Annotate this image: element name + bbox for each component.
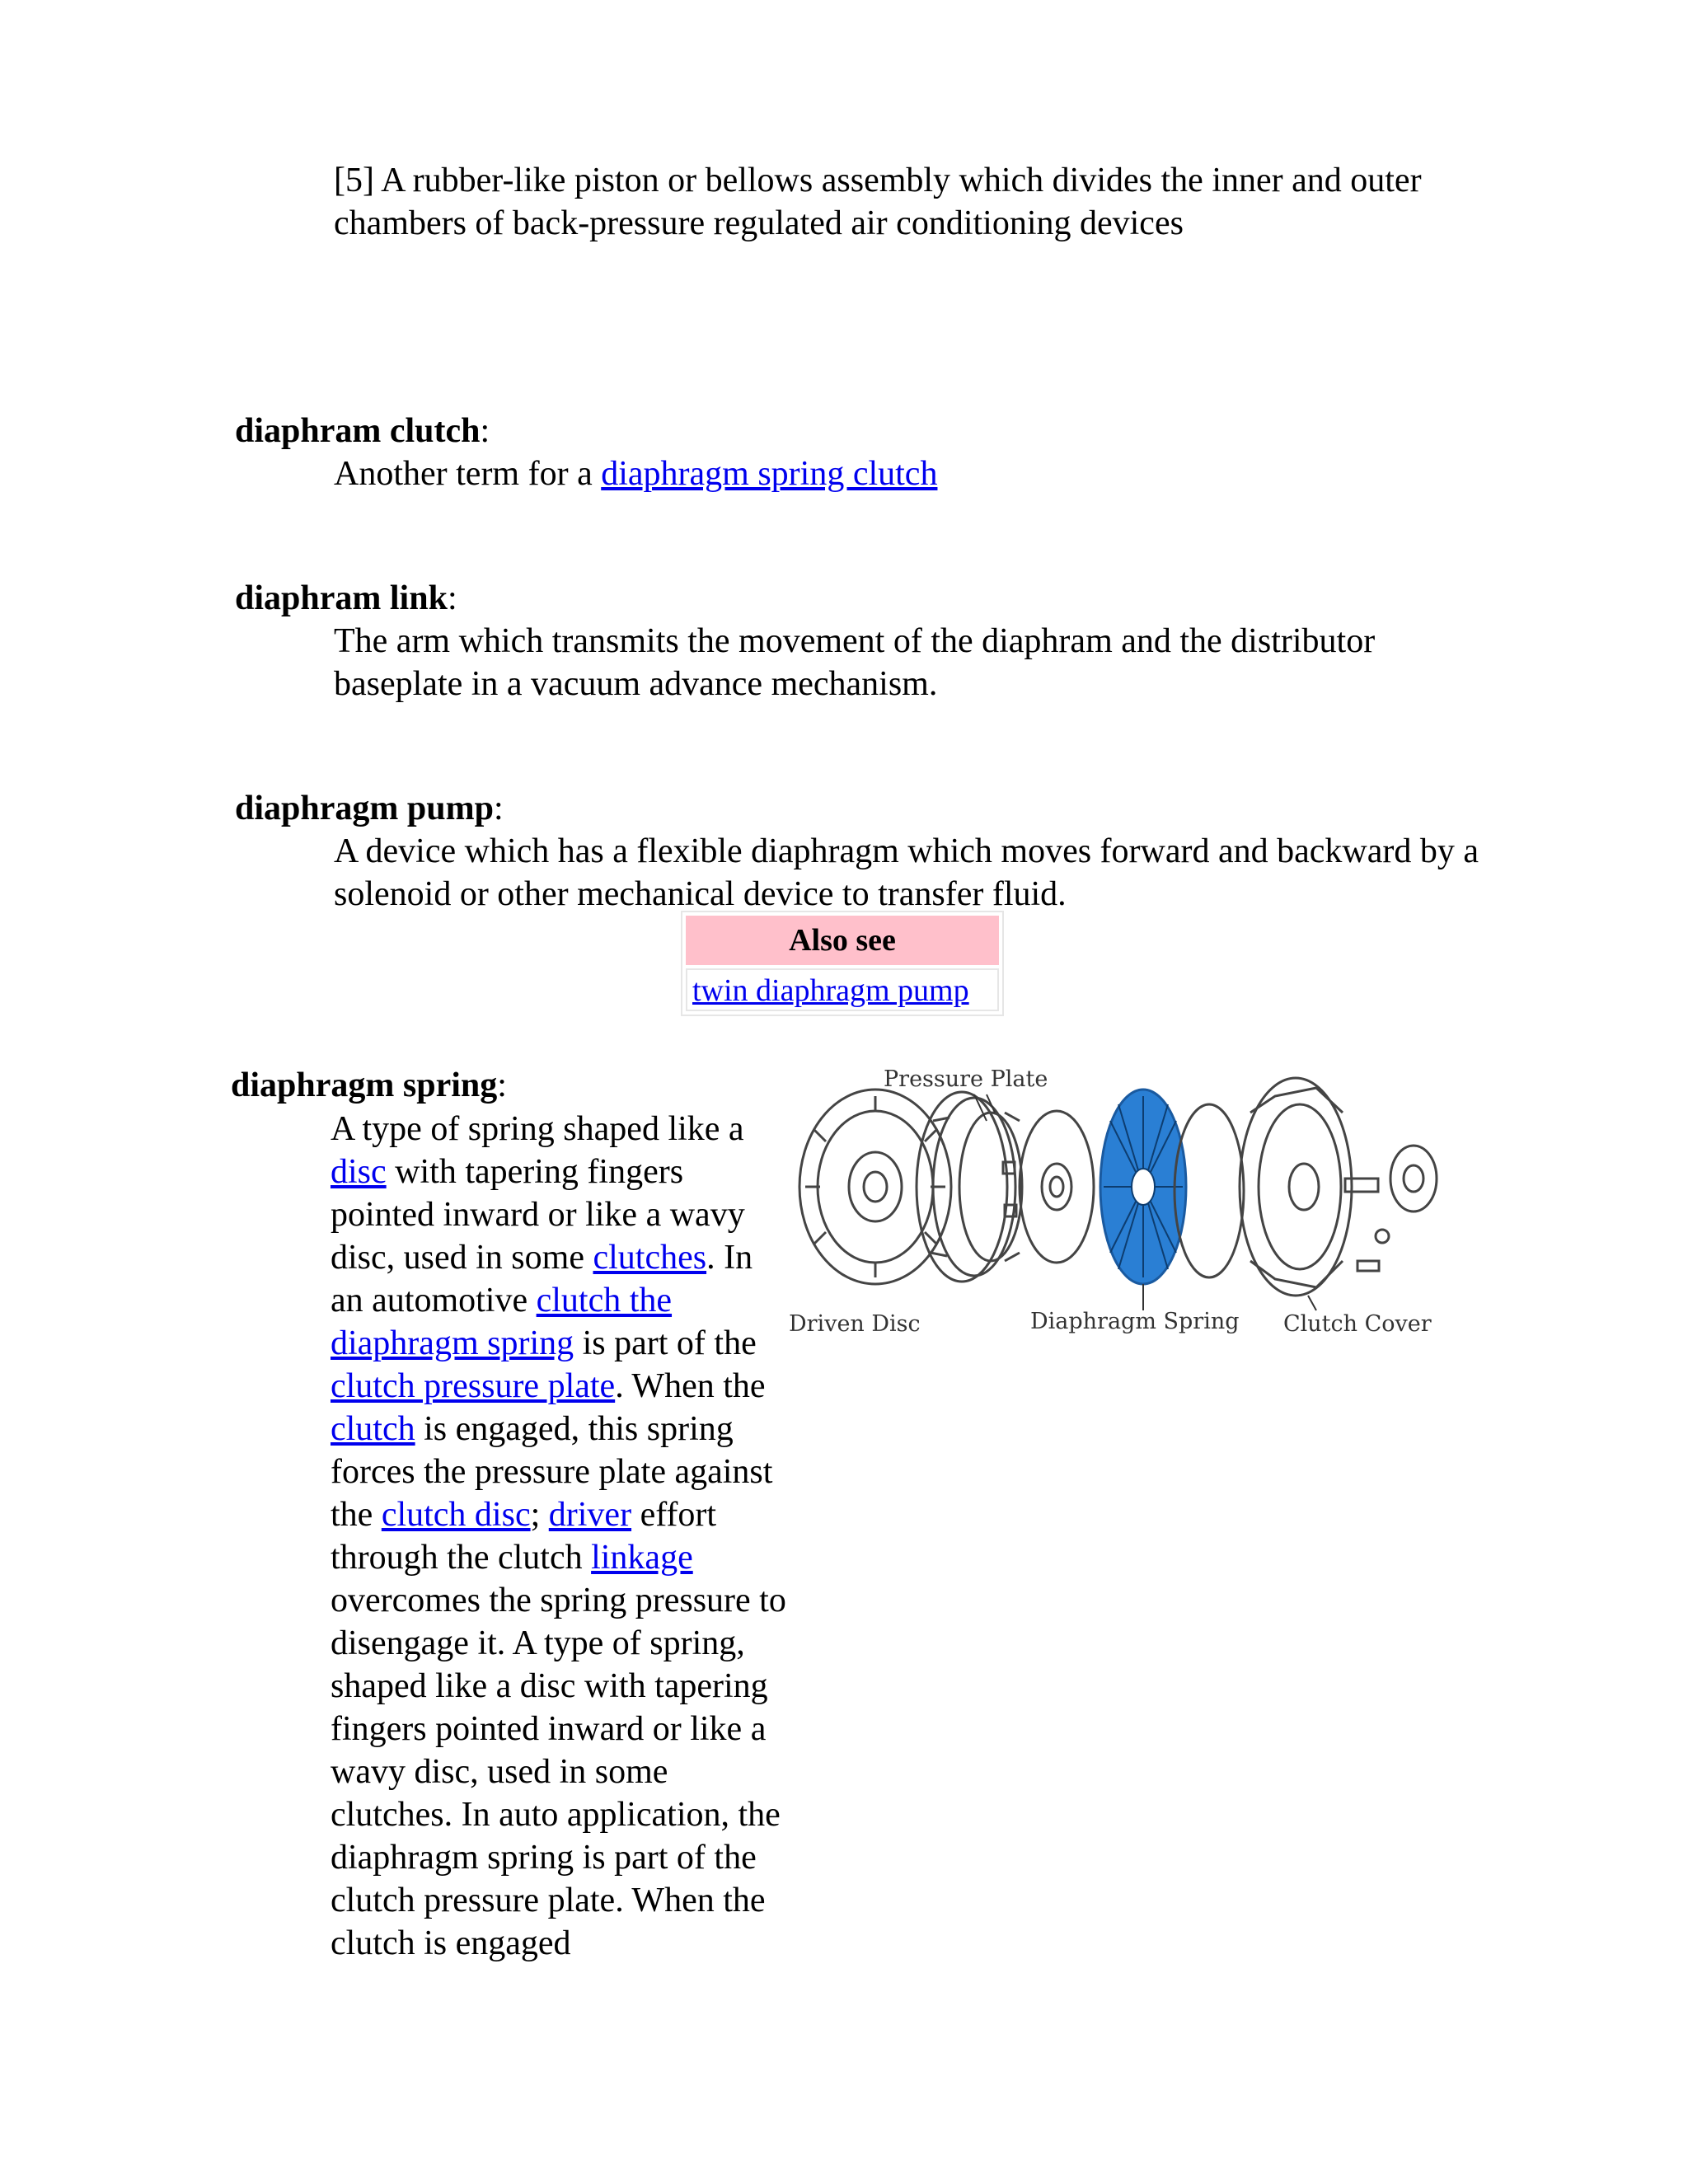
definition (334, 452, 1488, 495)
diaphragm-spring-drawing (1100, 1090, 1186, 1284)
definition: The arm which transmits the movement of the diaphram and the distributor baseplate in a vacuum advance mechanism. (334, 622, 1376, 703)
link-twin-diaphragm-pump[interactable]: twin diaphragm pump (692, 973, 969, 1008)
link-clutch-pressure-plate[interactable]: clutch pressure plate (331, 1367, 616, 1405)
definition-text: with tapering fingers pointed inward or like a wavy disc, used in some (331, 1153, 745, 1277)
term-colon: : (493, 790, 504, 827)
definition-text: is part of the (574, 1324, 757, 1362)
driven-disc-drawing (799, 1090, 951, 1284)
link-clutch-the-diaphragm-spring[interactable]: clutch the diaphragm spring (331, 1282, 673, 1362)
link-linkage[interactable]: linkage (591, 1539, 693, 1577)
definition-text: . In an automotive (331, 1239, 753, 1319)
link-driver[interactable]: driver (548, 1496, 632, 1534)
label-diaphragm-spring: Diaphragm Spring (1030, 1309, 1240, 1334)
definition-5: [5] A rubber-like piston or bellows assembly which divides the inner and outer chambers of back-pressure regulated air conditioning devices (334, 162, 1422, 242)
term-colon: : (497, 1066, 507, 1104)
definition (331, 1108, 792, 1965)
link-disc[interactable]: disc (331, 1153, 387, 1191)
also-see-table (681, 911, 1004, 1016)
definition-text: effort through the clutch (331, 1496, 717, 1577)
label-driven-disc: Driven Disc (789, 1311, 921, 1337)
term-title: diaphragm pump (235, 790, 494, 827)
pressure-plate-drawing (917, 1092, 1022, 1282)
also-see-row (686, 968, 999, 1011)
release-bearing-drawing (1020, 1111, 1094, 1263)
term-colon: : (480, 412, 490, 450)
entry-diaphragm-spring (231, 1064, 507, 1107)
link-clutch-disc[interactable]: clutch disc (381, 1496, 531, 1534)
definition-text: . When the (615, 1367, 766, 1405)
term-title: diaphram clutch (235, 412, 481, 450)
label-clutch-cover: Clutch Cover (1283, 1311, 1432, 1337)
link-diaphragm-spring-clutch[interactable]: diaphragm spring clutch (601, 455, 938, 493)
definition-text: is engaged, this spring forces the pressure plate against the (331, 1410, 773, 1534)
definition-text: overcomes the spring pressure to disengage it. A type of spring, shaped like a disc with tapering fingers pointed inward or like a wavy disc, used in some clutches. In auto application, the diaphragm spring is part of the clutch pressure plate. When the clutch is engaged (331, 1582, 786, 1962)
entry-diaphram-link (235, 577, 457, 620)
entry-diaphragm-pump (235, 787, 504, 830)
definition-text: Another term for a (334, 455, 602, 493)
link-clutch[interactable]: clutch (331, 1410, 415, 1448)
definition-text: A type of spring shaped like a (331, 1110, 744, 1148)
clutch-assembly-illustration (789, 1063, 1448, 1343)
fastener-parts-drawing (1357, 1146, 1437, 1271)
entry-diaphram-clutch (235, 410, 490, 452)
term-colon: : (447, 579, 457, 617)
definition-text: ; (530, 1496, 549, 1534)
also-see-header: Also see (686, 916, 999, 965)
link-clutches[interactable]: clutches (593, 1239, 707, 1277)
term-title: diaphragm spring (231, 1066, 498, 1104)
definition: A device which has a flexible diaphragm which moves forward and backward by a solenoid or other mechanical device to transfer fluid. (334, 832, 1479, 913)
label-pressure-plate: Pressure Plate (884, 1066, 1048, 1092)
term-title: diaphram link (235, 579, 448, 617)
